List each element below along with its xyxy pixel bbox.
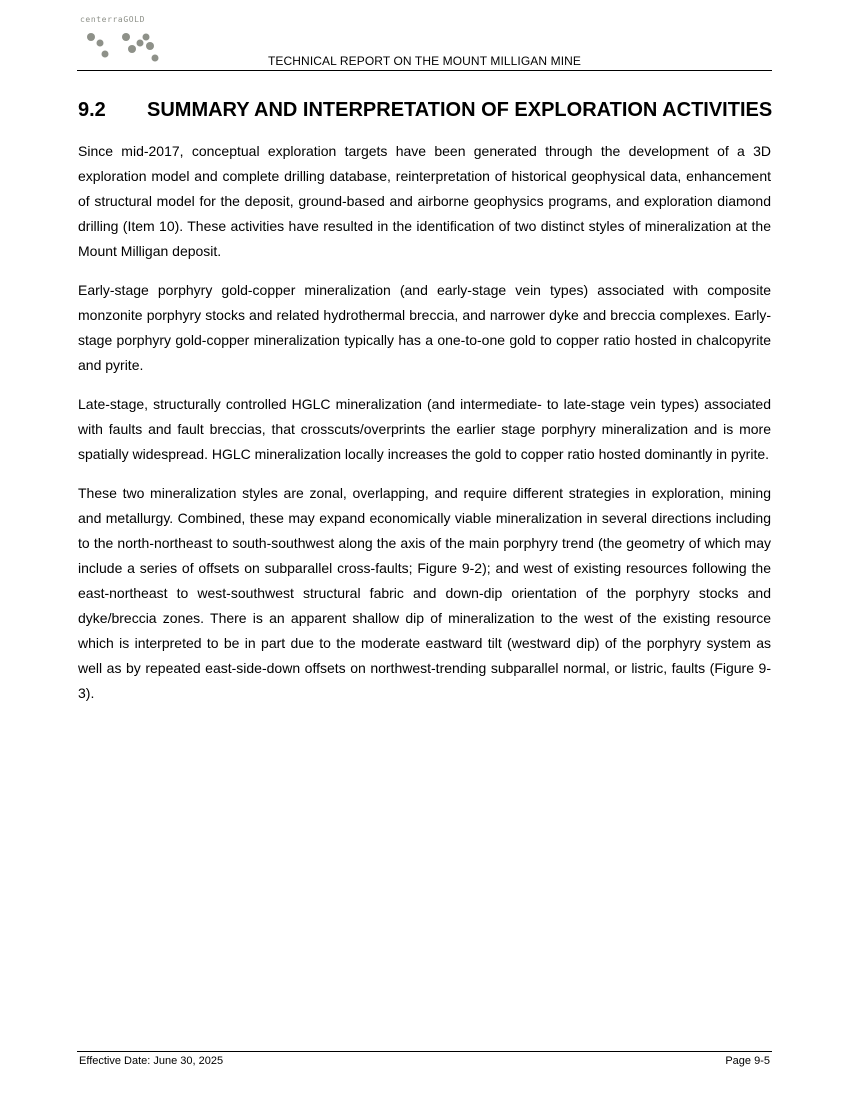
page-header bbox=[77, 10, 772, 71]
report-title: TECHNICAL REPORT ON THE MOUNT MILLIGAN MINE bbox=[267, 54, 581, 68]
page-number: Page 9-5 bbox=[725, 1055, 770, 1067]
paragraph: Late-stage, structurally controlled HGLC mineralization (and intermediate- to late-stage vein types) associated with faults and fault breccias, that crosscuts/overprints the earlier stage porphyry mineralization and is more spatially widespread. HGLC mineralization locally increases the gold to copper ratio hosted dominantly in pyrite. bbox=[78, 396, 771, 462]
logo-text: centerraGOLD bbox=[80, 15, 145, 24]
section-title: SUMMARY AND INTERPRETATION OF EXPLORATION ACTIVITIES bbox=[147, 99, 773, 121]
body-text bbox=[78, 139, 771, 720]
section-number: 9.2 bbox=[78, 99, 106, 121]
page-footer bbox=[77, 1051, 772, 1071]
effective-date: Effective Date: June 30, 2025 bbox=[79, 1055, 224, 1067]
paragraph: These two mineralization styles are zonal, overlapping, and require different strategies in exploration, mining and metallurgy. Combined, these may expand economically viable mineralization in several directions including to the north-northeast to south-southwest along the axis of the main porphyry trend (the geometry of which may include a series of offsets on subparallel cross-faults; Figure 9-2); and west of existing resources following the east-northeast to west-southwest structural fabric and down-dip orientation of the porphyry stocks and dyke/breccia zones. There is an apparent shallow dip of mineralization to the west of the existing resource which is interpreted to be in part due to the moderate eastward tilt (westward dip) of the porphyry system as well as by repeated east-side-down offsets on northwest-trending subparallel normal, or listric, faults (Figure 9-3). bbox=[78, 485, 771, 701]
section-heading bbox=[78, 99, 772, 122]
paragraph: Early-stage porphyry gold-copper mineralization (and early-stage vein types) associated with composite monzonite porphyry stocks and related hydrothermal breccia, and narrower dyke and breccia complexes. Early-stage porphyry gold-copper mineralization typically has a one-to-one gold to copper ratio hosted in chalcopyrite and pyrite. bbox=[78, 282, 771, 373]
paragraph: Since mid-2017, conceptual exploration targets have been generated through the development of a 3D exploration model and complete drilling database, reinterpretation of historical geophysical data, enhancement of structural model for the deposit, ground-based and airborne geophysics programs, and exploration diamond drilling (Item 10). These activities have resulted in the identification of two distinct styles of mineralization at the Mount Milligan deposit. bbox=[78, 143, 771, 259]
